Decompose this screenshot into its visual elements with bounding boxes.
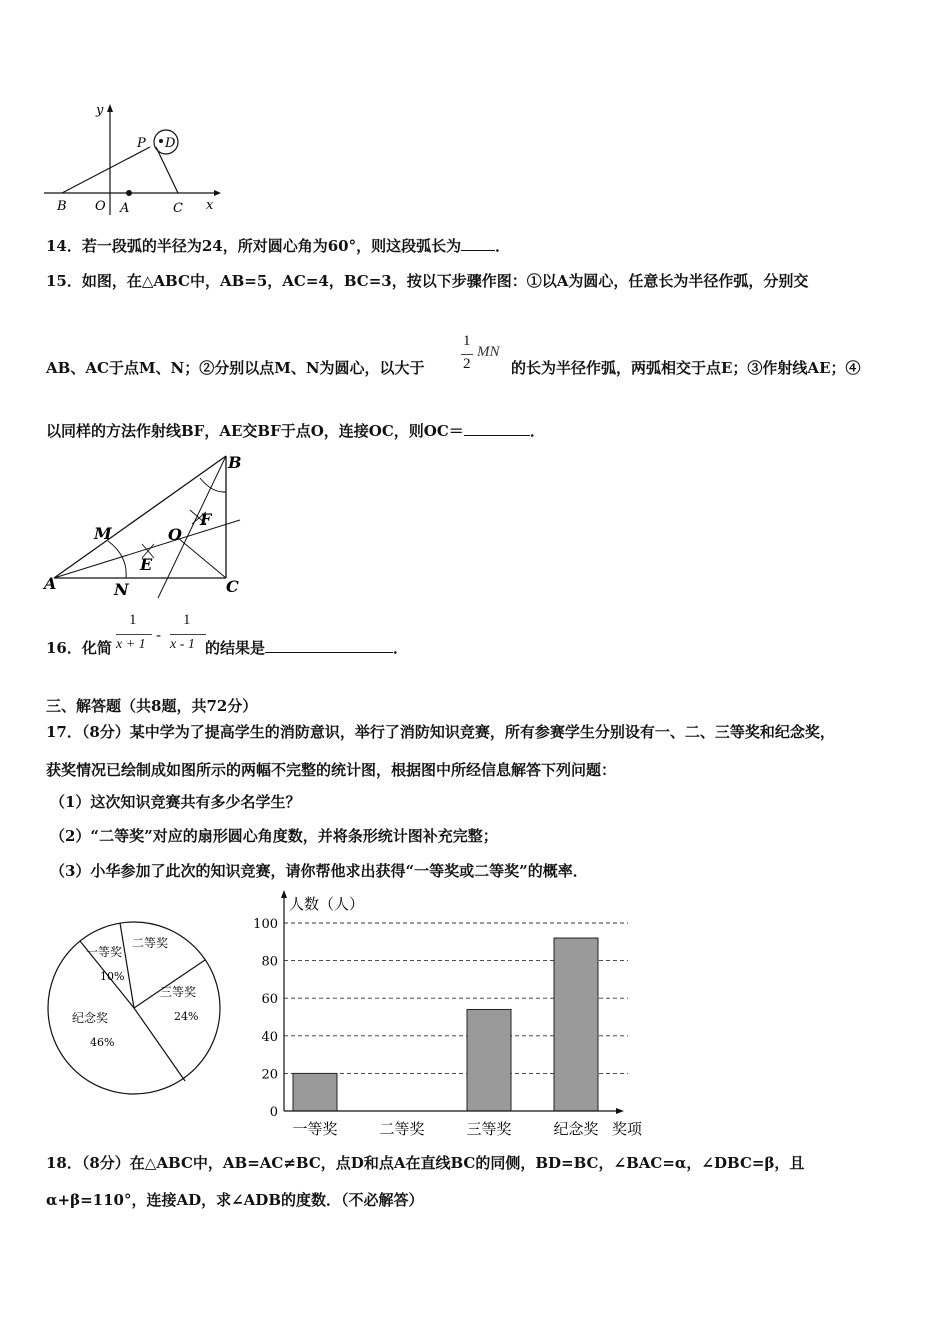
fig-label-a: A bbox=[44, 574, 57, 593]
question-15-line-1: 15．如图，在△ABC中，AB=5，AC=4，BC=3，按以下步骤作图：①以A为圆心，任意长为半径作弧，分别交 bbox=[46, 272, 809, 290]
question-17-line-2: 获奖情况已绘制成如图所示的两幅不完整的统计图，根据图中所经信息解答下列问题： bbox=[46, 761, 617, 779]
fig-label-m: M bbox=[94, 524, 112, 543]
fig-label-n: N bbox=[114, 580, 129, 599]
question-14: 14．若一段弧的半径为24，所对圆心角为60°，则这段弧长为 ． bbox=[46, 237, 511, 255]
label-a: A bbox=[120, 201, 130, 216]
category-label: 三等奖 bbox=[466, 1120, 512, 1138]
category-label: 纪念奖 bbox=[553, 1120, 599, 1138]
pie-label-second-prize: 二等奖 bbox=[132, 936, 169, 950]
y-tick-label: 20 bbox=[261, 1067, 278, 1083]
label-p: P bbox=[137, 136, 146, 151]
label-b: B bbox=[57, 199, 67, 214]
answer-blank-14 bbox=[461, 236, 495, 251]
pie-chart bbox=[44, 918, 226, 1100]
answer-blank-15 bbox=[464, 421, 530, 436]
pie-pct-first-prize: 10% bbox=[100, 970, 125, 983]
y-tick-label: 100 bbox=[253, 917, 278, 932]
question-15-line-2b: 的长为半径作弧，两弧相交于点E；③作射线AE；④ bbox=[511, 359, 861, 377]
label-x: x bbox=[206, 198, 214, 213]
question-17-sub-1: （1）这次知识竞赛共有多少名学生？ bbox=[50, 793, 301, 811]
label-d: D bbox=[165, 136, 176, 151]
fraction-half-mn: 1 2 MN bbox=[463, 333, 500, 372]
minus-sign: - bbox=[156, 626, 162, 644]
bar-chart bbox=[240, 890, 660, 1145]
category-label: 二等奖 bbox=[379, 1120, 425, 1138]
fig-label-c: C bbox=[226, 577, 239, 596]
question-18-line-1: 18．（8分）在△ABC中，AB=AC≠BC，点D和点A在直线BC的同侧，BD=BC，∠BAC=α，∠DBC=β，且 bbox=[46, 1154, 805, 1172]
x-axis-label: 奖项 bbox=[612, 1120, 643, 1138]
fig-label-e: E bbox=[140, 555, 153, 574]
label-o: O bbox=[95, 199, 106, 214]
bar-3 bbox=[554, 938, 598, 1111]
pie-pct-memorial-prize: 46% bbox=[90, 1036, 115, 1049]
pie-pct-third-prize: 24% bbox=[174, 1010, 199, 1023]
question-16-prefix: 16．化简 bbox=[46, 639, 112, 657]
pie-label-memorial-prize: 纪念奖 bbox=[72, 1011, 109, 1025]
label-c: C bbox=[173, 201, 183, 216]
question-16-suffix: 的结果是 ． bbox=[205, 639, 409, 657]
y-tick-label: 60 bbox=[261, 992, 278, 1008]
question-18-line-2: α+β=110°，连接AD，求∠ADB的度数．（不必解答） bbox=[46, 1191, 424, 1209]
fraction-1-over-x-minus-1: 1 x - 1 bbox=[168, 612, 208, 658]
y-tick-label: 80 bbox=[261, 954, 278, 970]
pie-label-third-prize: 三等奖 bbox=[160, 985, 197, 999]
question-15-line-2a: AB、AC于点M、N；②分别以点M、N为圆心，以大于 bbox=[46, 359, 425, 377]
pie-label-first-prize: 一等奖 bbox=[86, 945, 123, 959]
answer-blank-16 bbox=[265, 638, 393, 653]
section-title: 三、解答题（共8题，共72分） bbox=[46, 697, 258, 715]
coordinate-figure bbox=[40, 100, 230, 220]
fig-label-b: B bbox=[228, 453, 242, 472]
y-tick-label: 0 bbox=[269, 1105, 278, 1120]
y-tick-label: 40 bbox=[261, 1029, 278, 1045]
fraction-1-over-x-plus-1: 1 x + 1 bbox=[114, 612, 154, 658]
question-15-line-3: 以同样的方法作射线BF，AE交BF于点O，连接OC，则OC＝ ． bbox=[46, 422, 545, 440]
question-17-line-1: 17．（8分）某中学为了提高学生的消防意识，举行了消防知识竞赛，所有参赛学生分别设有一、二、三等奖和纪念奖， bbox=[46, 723, 835, 741]
y-axis-label: 人数（人） bbox=[289, 895, 365, 913]
question-17-sub-3: （3）小华参加了此次的知识竞赛，请你帮他求出获得“一等奖或二等奖”的概率． bbox=[50, 862, 588, 880]
bar-2 bbox=[467, 1009, 511, 1111]
fig-label-o: O bbox=[168, 525, 182, 544]
question-17-sub-2: （2）“二等奖”对应的扇形圆心角度数，并将条形统计图补充完整； bbox=[50, 827, 498, 845]
triangle-figure bbox=[40, 448, 270, 603]
fig-label-f: F bbox=[200, 510, 212, 529]
label-y: y bbox=[96, 103, 104, 118]
bar-0 bbox=[293, 1073, 337, 1111]
category-label: 一等奖 bbox=[292, 1120, 338, 1138]
